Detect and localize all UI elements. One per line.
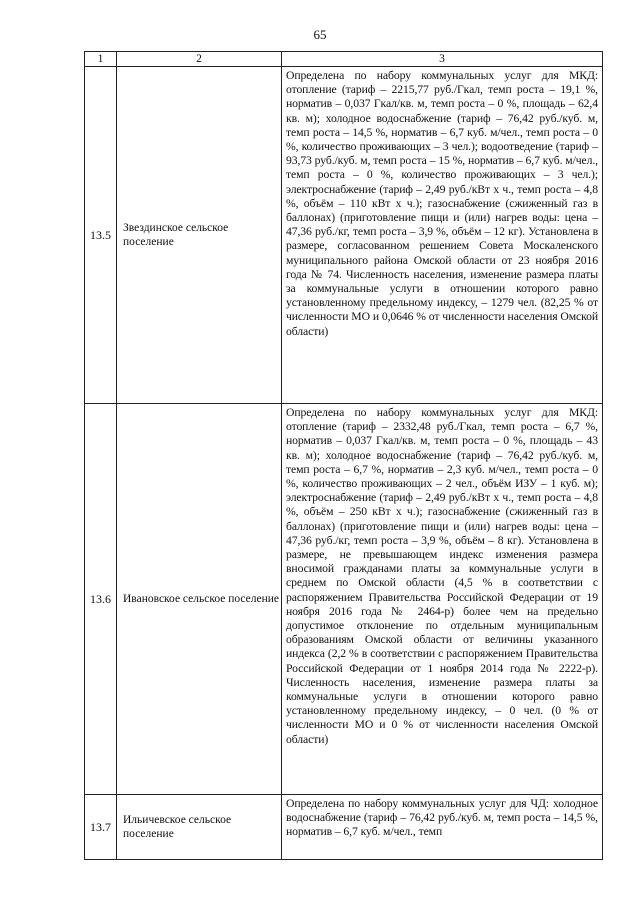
- table-header-row: [85, 52, 603, 67]
- settlement-name: Ивановское сельское поселение: [117, 404, 282, 795]
- column-header: 1: [85, 52, 117, 67]
- page-number: 65: [313, 27, 327, 42]
- row-number: 13.5: [85, 67, 117, 404]
- settlement-name: Ильичевское сельское поселение: [117, 795, 282, 860]
- row-number: 13.6: [85, 404, 117, 795]
- table-row: [85, 404, 603, 795]
- table-row: [85, 795, 603, 860]
- row-description: Определена по набору коммунальных услуг для МКД: отопление (тариф – 2332,48 руб./Гкал, темп роста – 6,7 %, норматив – 0,037 Гкал/кв. м, темп роста – 0 %, площадь – 43 кв. м); холодное водоснабжение (тариф – 76,42 руб./куб. м, темп роста – 6,7 %, норматив – 2,3 куб. м/чел., темп роста – 0 %, количество проживающих – 2 чел., объём ИЗУ – 1 куб. м); электроснабжение (тариф – 2,49 руб./кВт х ч., темп роста – 4,8 %, объём – 250 кВт х ч.); газоснабжение (сжиженный газ в баллонах) (приготовление пищи и (или) нагрев воды: цена – 47,36 руб./кг, темп роста – 3,9 %, объём – 8 кг). Установлена в размере, не превышающем индекс изменения размера вносимой гражданами платы за коммунальные услуги в среднем по Омской области (4,5 % в соответствии с распоряжением Правительства Российской Федерации от 19 ноября 2016 года № 2464-р) более чем на предельно допустимое отклонение по отдельным муниципальным образованиям Омской области от величины указанного индекса (2,2 % в соответствии с распоряжением Правительства Российской Федерации от 1 ноября 2014 года № 2222-р). Численность населения, изменение размера платы за коммунальные услуги в отношении которого равно установленному предельному индексу, – 0 чел. (0 % от численности МО и 0 % от численности населения Омской области): [282, 404, 603, 795]
- column-header: 2: [117, 52, 282, 67]
- row-description: Определена по набору коммунальных услуг для МКД: отопление (тариф – 2215,77 руб./Гкал, темп роста – 19,1 %, норматив – 0,037 Гкал/кв. м, темп роста – 0 %, площадь – 62,4 кв. м); холодное водоснабжение (тариф – 76,42 руб./куб. м, темп роста – 14,5 %, норматив – 6,7 куб. м/чел., темп роста – 0 %, количество проживающих – 3 чел.); водоотведение (тариф – 93,73 руб./куб. м, темп роста – 15 %, норматив – 6,7 куб. м/чел., темп роста – 0 %, количество проживающих – 3 чел.); электроснабжение (тариф – 2,49 руб./кВт х ч., темп роста – 4,8 %, объём – 110 кВт х ч.); газоснабжение (сжиженный газ в баллонах) (приготовление пищи и (или) нагрев воды: цена – 47,36 руб./кг, темп роста – 3,9 %, объём – 12 кг). Установлена в размере, согласованном решением Совета Москаленского муниципального района Омской области от 23 ноября 2016 года № 74. Численность населения, изменение размера платы за коммунальные услуги в отношении которого равно установленному предельному индексу, – 1279 чел. (82,25 % от численности МО и 0,0646 % от численности населения Омской области): [282, 67, 603, 404]
- tariff-table: [84, 51, 603, 860]
- table-row: [85, 67, 603, 404]
- row-description: Определена по набору коммунальных услуг для ЧД: холодное водоснабжение (тариф – 76,42 руб./куб. м, темп роста – 14,5 %, норматив – 6,7 куб. м/чел., темп: [282, 795, 603, 860]
- settlement-name: Звездинское сельское поселение: [117, 67, 282, 404]
- column-header: 3: [282, 52, 603, 67]
- row-number: 13.7: [85, 795, 117, 860]
